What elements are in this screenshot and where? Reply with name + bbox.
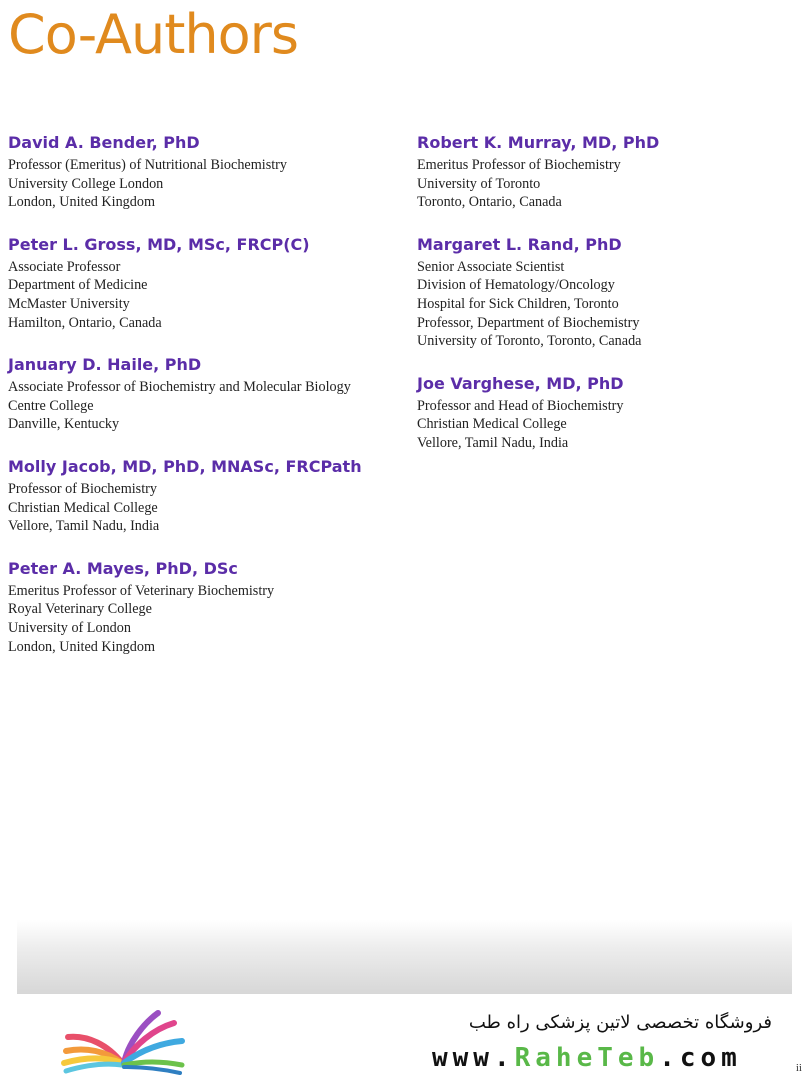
url-suffix: .com <box>659 1043 742 1073</box>
author-entry <box>417 373 802 453</box>
page-title: Co-Authors <box>8 3 298 66</box>
author-entry <box>8 354 403 434</box>
author-affiliation-line: Department of Medicine <box>8 277 148 294</box>
author-affiliation-line: Professor and Head of Biochemistry <box>417 397 624 414</box>
author-affiliation-line: Christian Medical College <box>417 416 567 433</box>
author-affiliation-line: Division of Hematology/Oncology <box>417 277 615 294</box>
author-affiliation-line: Christian Medical College <box>8 499 158 516</box>
author-affiliation-line: University of Toronto, Toronto, Canada <box>417 333 642 350</box>
author-entry <box>8 456 403 536</box>
author-affiliation-line: Associate Professor of Biochemistry and Molecular Biology <box>8 379 351 396</box>
author-affiliation-line: London, United Kingdom <box>8 194 155 211</box>
page-number: ii <box>795 1062 802 1074</box>
store-name-text: فروشگاه تخصصی لاتین پزشکی راه طب <box>468 1012 772 1033</box>
author-affiliation-line: Professor (Emeritus) of Nutritional Biochemistry <box>8 157 287 173</box>
author-entry <box>417 234 802 351</box>
author-name: David A. Bender, PhD <box>8 133 200 152</box>
author-name: Molly Jacob, MD, PhD, MNASc, FRCPath <box>8 456 362 476</box>
author-entry <box>8 234 403 332</box>
author-name: Peter L. Gross, MD, MSc, FRCP(C) <box>8 234 310 254</box>
author-name: Joe Varghese, MD, PhD <box>417 373 624 393</box>
author-affiliation-line: Associate Professor <box>8 258 121 275</box>
author-affiliation-line: University of London <box>8 619 131 636</box>
author-affiliation-line: Emeritus Professor of Veterinary Biochemistry <box>8 582 275 599</box>
author-affiliation-line: Vellore, Tamil Nadu, India <box>8 518 160 535</box>
author-name: Margaret L. Rand, PhD <box>417 234 622 254</box>
author-entry <box>8 132 403 212</box>
author-affiliation-line: Hospital for Sick Children, Toronto <box>417 295 619 312</box>
author-affiliation-line: Professor, Department of Biochemistry <box>417 314 640 331</box>
author-affiliation-line: Hamilton, Ontario, Canada <box>8 314 162 331</box>
author-affiliation-line: London, United Kingdom <box>8 638 155 655</box>
store-url[interactable] <box>432 1043 742 1073</box>
author-affiliation-line: Danville, Kentucky <box>8 416 120 433</box>
url-brand: RaheTeb <box>514 1043 660 1073</box>
author-affiliation-line: McMaster University <box>8 295 130 312</box>
author-affiliation-line: Emeritus Professor of Biochemistry <box>417 157 621 173</box>
authors-column-left <box>8 132 403 656</box>
author-entry <box>417 132 802 212</box>
author-affiliation-line: Senior Associate Scientist <box>417 258 565 275</box>
author-affiliation-line: Royal Veterinary College <box>8 601 152 618</box>
author-affiliation-line: Centre College <box>8 397 94 414</box>
author-affiliation-line: University of Toronto <box>417 175 541 192</box>
author-affiliation-line: Vellore, Tamil Nadu, India <box>417 434 569 451</box>
authors-column-right <box>417 132 802 453</box>
author-name: Robert K. Murray, MD, PhD <box>417 133 660 152</box>
author-affiliation-line: Professor of Biochemistry <box>8 480 157 497</box>
author-affiliation-line: University College London <box>8 175 164 192</box>
author-entry <box>8 558 403 656</box>
footer-shadow-band <box>17 920 792 994</box>
author-name: January D. Haile, PhD <box>8 355 202 375</box>
author-affiliation-line: Toronto, Ontario, Canada <box>417 194 562 211</box>
author-name: Peter A. Mayes, PhD, DSc <box>8 558 238 578</box>
url-prefix: www. <box>432 1043 515 1073</box>
open-book-logo-icon <box>58 1005 188 1077</box>
